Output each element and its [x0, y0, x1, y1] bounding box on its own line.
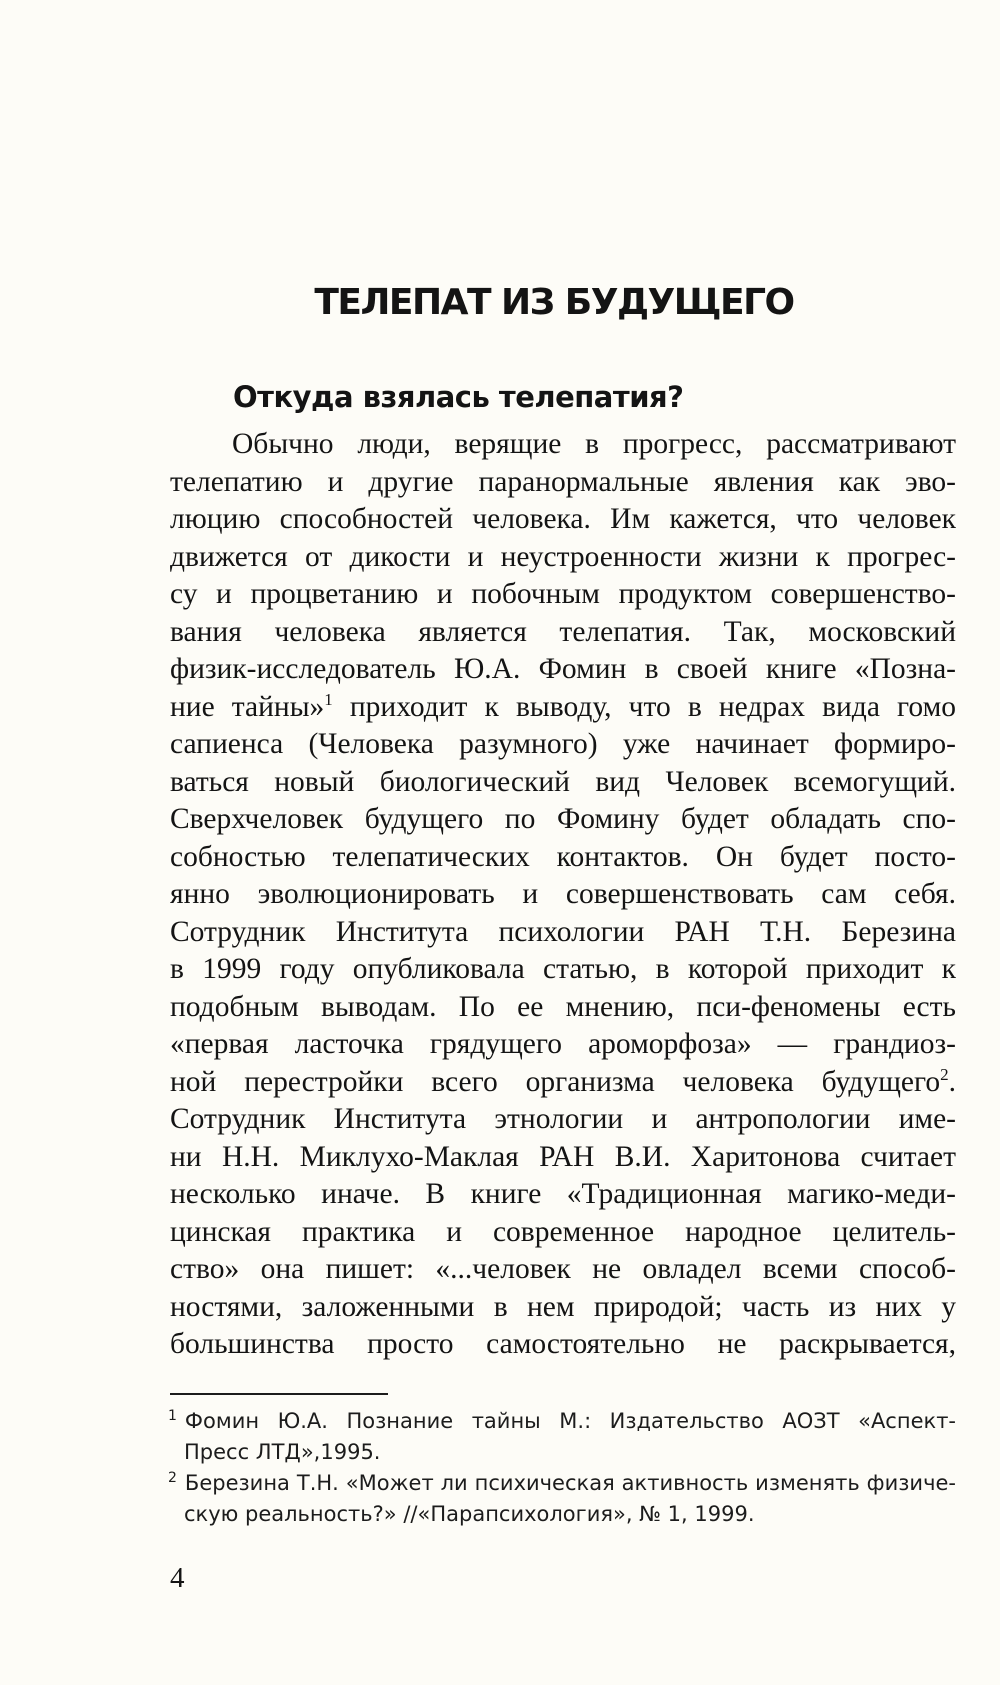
- body-line-part: .: [948, 1065, 956, 1098]
- body-line: подобным выводам. По ее мнению, пси-феномены есть: [170, 990, 956, 1023]
- body-line: Обычно люди, верящие в прогресс, рассматривают: [232, 428, 956, 460]
- body-line: янно эволюционировать и совершенствовать сам себя.: [170, 878, 956, 910]
- body-line: большинства просто самостоятельно не раскрывается,: [170, 1328, 956, 1360]
- body-line: Сверхчеловек будущего по Фомину будет обладать спо-: [170, 803, 956, 835]
- body-line: ни Н.Н. Миклухо-Маклая РАН В.И. Харитонова считает: [170, 1140, 956, 1173]
- body-line: несколько иначе. В книге «Традиционная магико-меди-: [170, 1178, 956, 1210]
- body-line-part: приходит к выводу, что в недрах вида гомо: [349, 690, 956, 723]
- body-line: движется от дикости и неустроенности жизни к прогрес-: [170, 540, 956, 573]
- body-line: ностями, заложенными в нем природой; часть из них у: [170, 1290, 956, 1323]
- body-line: Сотрудник Института психологии РАН Т.Н. Березина: [170, 915, 956, 948]
- section-heading: Откуда взялась телепатия?: [233, 380, 684, 414]
- body-line-part: ние тайны»: [170, 690, 325, 723]
- body-line: люцию способностей человека. Им кажется, что человек: [170, 503, 956, 535]
- body-line: ство» она пишет: «...человек не овладел всеми способ-: [170, 1253, 956, 1285]
- body-line: Сотрудник Института этнологии и антропологии име-: [170, 1103, 956, 1135]
- footnote-mark-1[interactable]: 1: [324, 689, 333, 709]
- footnote-text: Березина Т.Н. «Может ли психическая активность изменять физиче-: [184, 1471, 956, 1495]
- footnote-text: Фомин Ю.А. Познание тайны М.: Издательство АОЗТ «Аспект-: [184, 1409, 956, 1433]
- body-line: [170, 1064, 956, 1102]
- body-line: «первая ласточка грядущего ароморфоза» — грандиоз-: [170, 1028, 956, 1060]
- body-line: физик-исследователь Ю.А. Фомин в своей книге «Позна-: [170, 653, 956, 685]
- body-line: вания человека является телепатия. Так, московский: [170, 615, 956, 648]
- footnote-mark-2[interactable]: 2: [940, 1064, 949, 1084]
- body-line: ваться новый биологический вид Человек всемогущий.: [170, 765, 956, 798]
- body-line: цинская практика и современное народное целитель-: [170, 1215, 956, 1248]
- body-line-part: ной перестройки всего организма человека будущего: [170, 1065, 941, 1098]
- page-number: 4: [170, 1562, 185, 1594]
- footnote-divider: [170, 1393, 388, 1395]
- body-line: су и процветанию и побочным продуктом совершенство-: [170, 578, 956, 610]
- body-text: [170, 426, 956, 1364]
- footnote-2-continued: скую реальность?» //«Парапсихология», № 1, 1999.: [184, 1502, 755, 1526]
- body-line: телепатию и другие паранормальные явления как эво-: [170, 465, 956, 498]
- footnote-1-continued: Пресс ЛТД»,1995.: [184, 1440, 381, 1464]
- footnotes: [168, 1406, 956, 1530]
- body-line: собностью телепатических контактов. Он будет посто-: [170, 840, 956, 873]
- body-line: [170, 689, 956, 727]
- footnote-2: [168, 1468, 956, 1499]
- footnote-number: 1: [168, 1408, 177, 1424]
- body-line: в 1999 году опубликовала статью, в которой приходит к: [170, 953, 956, 985]
- chapter-title: ТЕЛЕПАТ ИЗ БУДУЩЕГО: [314, 282, 794, 323]
- footnote-number: 2: [168, 1470, 177, 1486]
- footnote-1: [168, 1406, 956, 1437]
- body-line: сапиенса (Человека разумного) уже начинает формиро-: [170, 728, 956, 760]
